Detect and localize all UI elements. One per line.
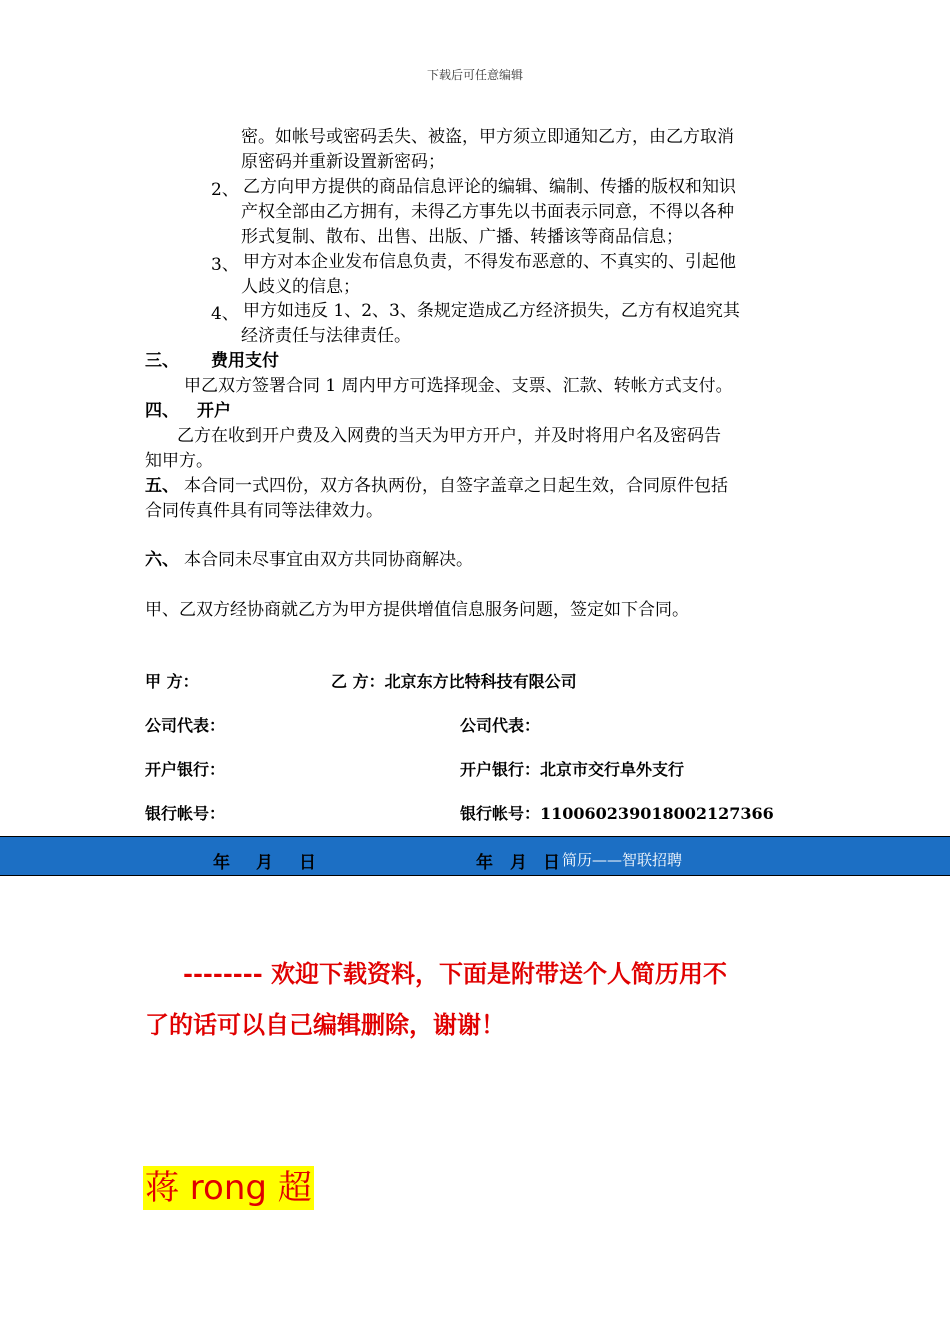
section-3-body: 甲乙双方签署合同 1 周内甲方可选择现金、支票、汇款、转帐方式支付。	[184, 376, 733, 396]
day-b: 日	[543, 853, 560, 873]
closing-statement: 甲、乙双方经协商就乙方为甲方提供增值信息服务问题，签定如下合同。	[145, 600, 689, 620]
resume-source: 简历——智联招聘	[562, 851, 683, 869]
rep-b-label: 公司代表：	[460, 716, 541, 735]
rep-a-label: 公司代表：	[145, 716, 226, 735]
bank-b-label: 开户银行：北京市交行阜外支行	[460, 760, 685, 779]
page-header: 下载后可任意编辑	[426, 68, 523, 82]
notice-line-1: -------- 欢迎下载资料，下面是附带送个人简历用不	[183, 959, 728, 988]
item-2-number: 2、	[211, 180, 239, 200]
day-a: 日	[299, 853, 316, 873]
section-4-title: 开户	[197, 401, 231, 421]
section-6-number: 六、	[145, 550, 179, 570]
month-a: 月	[256, 853, 273, 873]
section-4-body-line-1: 乙方在收到开户费及入网费的当天为甲方开户，并及时将用户名及密码告	[177, 426, 721, 446]
section-3-number: 三、	[145, 351, 179, 371]
account-a-label: 银行帐号：	[145, 804, 226, 823]
item-4-number: 4、	[211, 304, 239, 324]
section-6-body: 本合同未尽事宜由双方共同协商解决。	[184, 550, 473, 570]
month-b: 月	[510, 853, 527, 873]
resume-name: 蒋 rong 超	[145, 1168, 312, 1208]
item-3-line-1: 甲方对本企业发布信息负责，不得发布恶意的、不真实的、引起他	[243, 252, 736, 272]
item-4-line-1: 甲方如违反 1、2、3、条规定造成乙方经济损失，乙方有权追究其	[243, 301, 740, 321]
year-b: 年	[476, 853, 493, 873]
notice-line-2: 了的话可以自己编辑删除，谢谢！	[145, 1010, 505, 1039]
item-3-line-2: 人歧义的信息；	[241, 277, 360, 297]
item-1-line-2: 原密码并重新设置新密码；	[241, 152, 445, 172]
section-5-number: 五、	[145, 476, 179, 496]
item-1-line-1: 密。如帐号或密码丢失、被盗，甲方须立即通知乙方，由乙方取消	[241, 127, 734, 147]
year-a: 年	[213, 853, 230, 873]
section-5-body-line-1: 本合同一式四份，双方各执两份，自签字盖章之日起生效，合同原件包括	[184, 476, 728, 496]
item-4-line-2: 经济责任与法律责任。	[241, 326, 411, 346]
section-4-number: 四、	[145, 401, 179, 421]
party-a-label: 甲 方：	[145, 672, 199, 691]
item-2-line-1: 乙方向甲方提供的商品信息评论的编辑、编制、传播的版权和知识	[243, 177, 736, 197]
item-3-number: 3、	[211, 255, 239, 275]
bank-a-label: 开户银行：	[145, 760, 226, 779]
section-5-body-line-2: 合同传真件具有同等法律效力。	[145, 501, 383, 521]
section-4-body-line-2: 知甲方。	[145, 451, 213, 471]
item-2-line-3: 形式复制、散布、出售、出版、广播、转播该等商品信息；	[241, 227, 683, 247]
party-b-label: 乙 方：北京东方比特科技有限公司	[331, 672, 577, 691]
section-3-title: 费用支付	[211, 351, 279, 371]
date-bar	[0, 836, 950, 876]
account-b-label: 银行帐号：110060239018002127366	[460, 804, 774, 823]
item-2-line-2: 产权全部由乙方拥有，未得乙方事先以书面表示同意，不得以各种	[241, 202, 734, 222]
